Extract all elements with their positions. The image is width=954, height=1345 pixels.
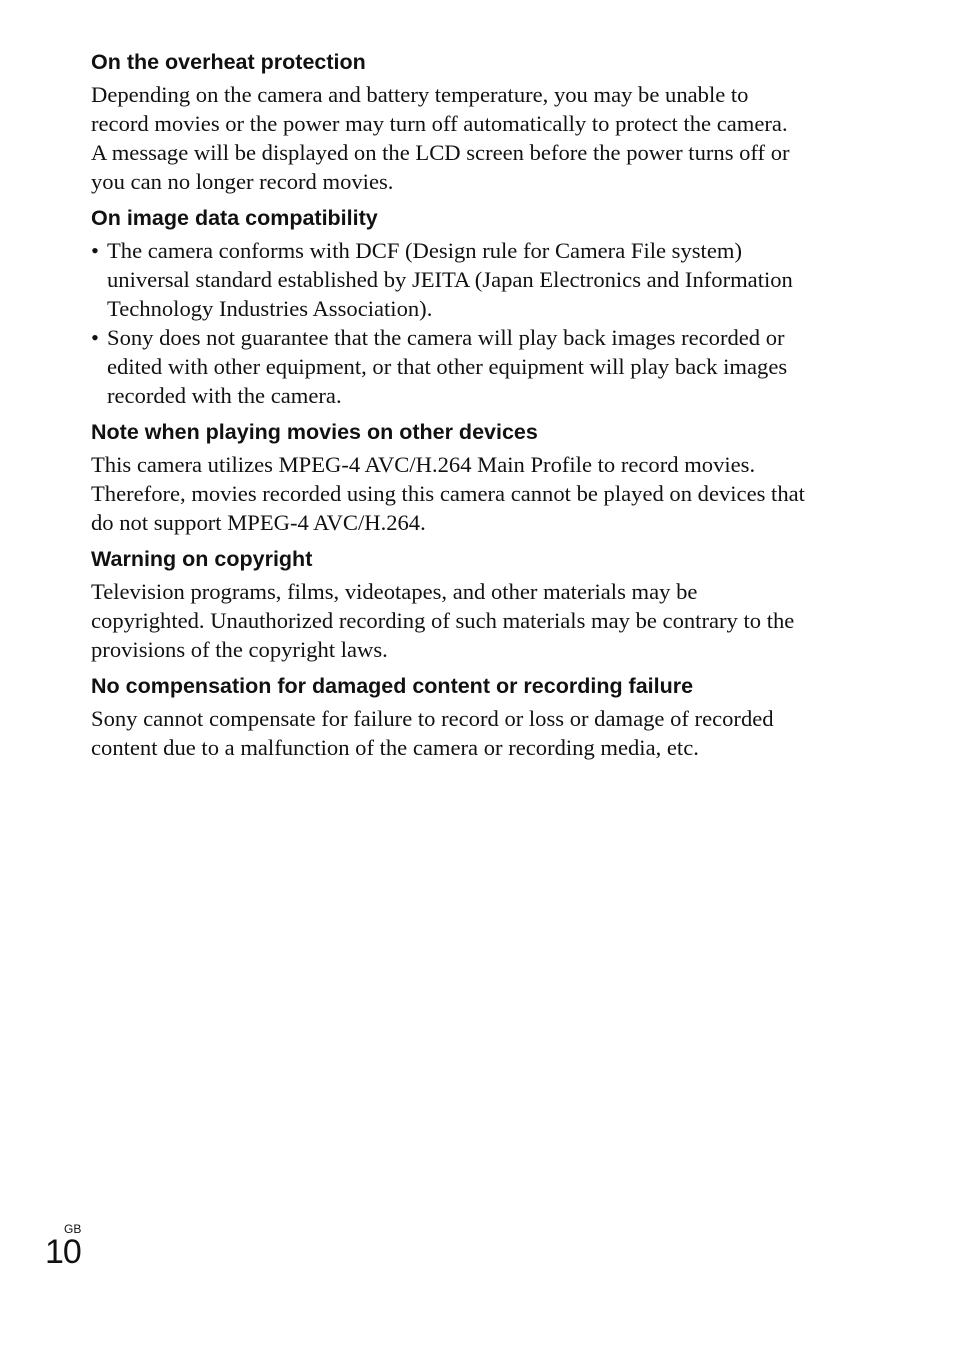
page-footer <box>45 1222 81 1271</box>
section-image-data-compatibility <box>91 204 851 410</box>
section-heading: On image data compatibility <box>91 206 378 230</box>
bullet-icon: • <box>91 238 99 263</box>
section-playing-movies-other-devices <box>91 418 851 537</box>
section-heading: Warning on copyright <box>91 547 313 571</box>
text-line: Sony does not guarantee that the camera will play back images recorded or <box>107 325 785 350</box>
section-paragraph <box>91 577 851 664</box>
text-line: The camera conforms with DCF (Design rule for Camera File system) <box>107 238 742 263</box>
text-line: edited with other equipment, or that other equipment will play back images <box>107 354 788 379</box>
text-line: This camera utilizes MPEG-4 AVC/H.264 Main Profile to record movies. <box>91 452 756 477</box>
section-paragraph <box>91 80 851 196</box>
section-no-compensation <box>91 672 851 762</box>
text-line: Depending on the camera and battery temperature, you may be unable to <box>91 82 749 107</box>
text-line: recorded with the camera. <box>107 383 342 408</box>
bullet-list <box>91 236 851 410</box>
text-line: do not support MPEG-4 AVC/H.264. <box>91 510 426 535</box>
manual-page-content <box>91 48 851 770</box>
text-line: provisions of the copyright laws. <box>91 637 388 662</box>
text-line: Sony cannot compensate for failure to record or loss or damage of recorded <box>91 706 774 731</box>
text-line: universal standard established by JEITA (Japan Electronics and Information <box>107 267 793 292</box>
text-line: A message will be displayed on the LCD screen before the power turns off or <box>91 140 790 165</box>
section-overheat-protection <box>91 48 851 196</box>
text-line: copyrighted. Unauthorized recording of such materials may be contrary to the <box>91 608 795 633</box>
text-line: record movies or the power may turn off automatically to protect the camera. <box>91 111 788 136</box>
text-line: you can no longer record movies. <box>91 169 394 194</box>
section-paragraph <box>91 450 851 537</box>
text-line: Therefore, movies recorded using this camera cannot be played on devices that <box>91 481 805 506</box>
text-line: content due to a malfunction of the camera or recording media, etc. <box>91 735 699 760</box>
text-line: Television programs, films, videotapes, and other materials may be <box>91 579 698 604</box>
section-heading: No compensation for damaged content or recording failure <box>91 674 694 698</box>
section-paragraph <box>91 704 851 762</box>
section-heading: Note when playing movies on other devices <box>91 420 538 444</box>
section-warning-copyright <box>91 545 851 664</box>
bullet-item <box>91 323 851 410</box>
region-code: GB <box>64 1222 82 1236</box>
page-number: 10 <box>45 1233 81 1271</box>
bullet-icon: • <box>91 325 99 350</box>
text-line: Technology Industries Association). <box>107 296 433 321</box>
section-heading: On the overheat protection <box>91 50 366 74</box>
bullet-item <box>91 236 851 323</box>
